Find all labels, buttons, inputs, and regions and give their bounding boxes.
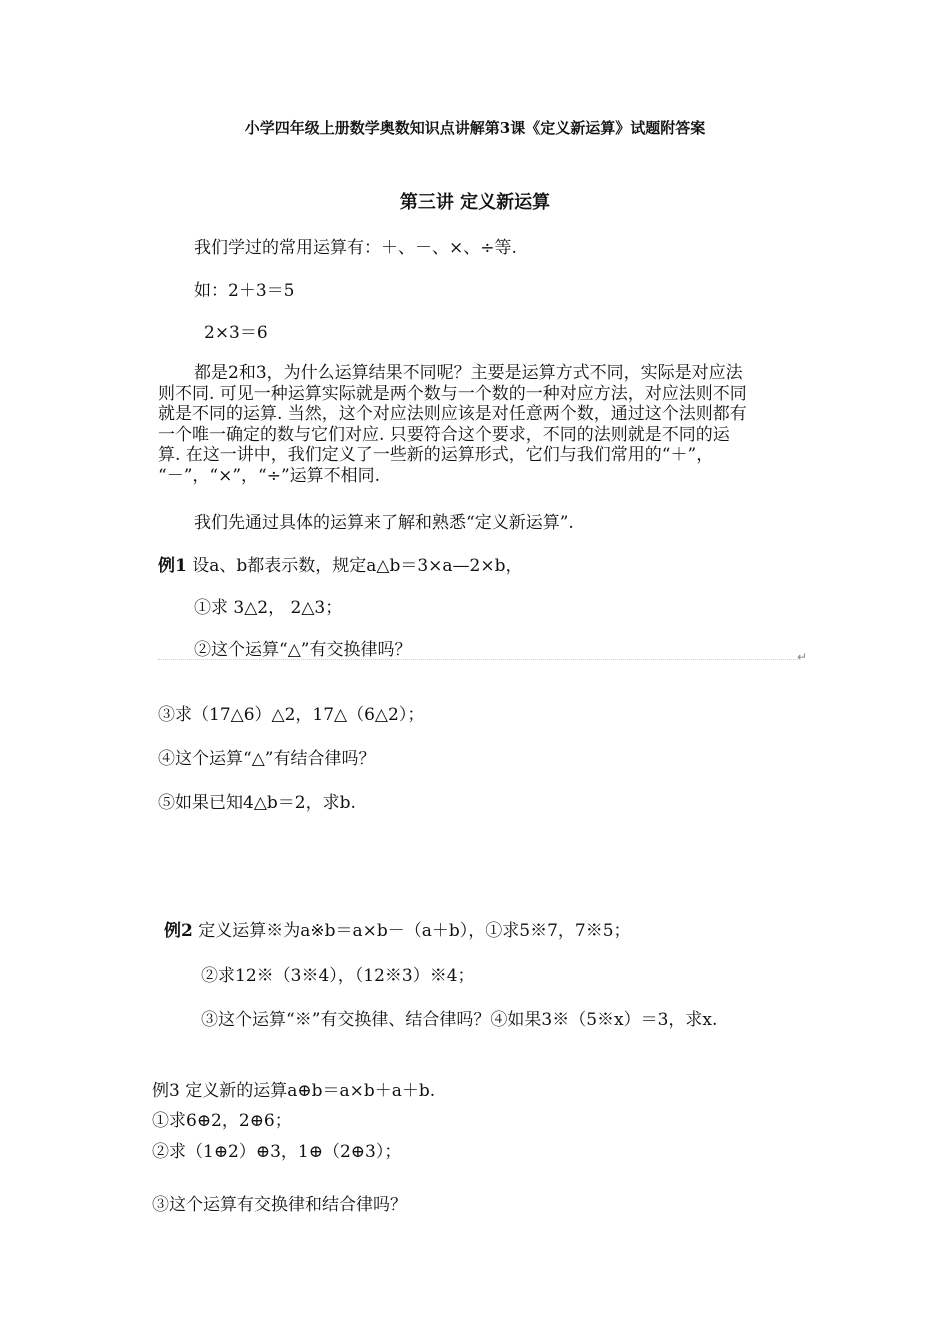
intro-operations: 我们学过的常用运算有：＋、－、×、÷等. xyxy=(194,238,517,258)
example2-definition: 定义运算※为a※b＝a×b－（a＋b），①求5※7，7※5； xyxy=(192,921,631,941)
paragraph-line: 算. 在这一讲中，我们定义了一些新的运算形式，它们与我们常用的“＋”， xyxy=(158,445,714,465)
example3-question2: ②求（1⊕2）⊕3，1⊕（2⊕3）； xyxy=(152,1142,402,1162)
intro-example-multiply: 2×3＝6 xyxy=(204,323,268,343)
example1-question2: ②这个运算“△”有交换律吗？ xyxy=(194,640,412,660)
example2-question3: ③这个运算“※”有交换律、结合律吗？④如果3※（5※x）＝3，求x. xyxy=(201,1010,718,1030)
example2-label: 例2 xyxy=(164,921,193,941)
example3-question3: ③这个运算有交换律和结合律吗？ xyxy=(152,1195,407,1215)
paragraph-line: 都是2和3，为什么运算结果不同呢？主要是运算方式不同，实际是对应法 xyxy=(194,363,743,383)
example1-question3: ③求（17△6）△2，17△（6△2）； xyxy=(158,705,425,725)
example3-statement: 例3 定义新的运算a⊕b＝a×b＋a＋b. xyxy=(152,1081,436,1101)
paragraph-line: 就是不同的运算. 当然，这个对应法则应该是对任意两个数，通过这个法则都有 xyxy=(158,404,747,424)
intro-new-operation: 我们先通过具体的运算来了解和熟悉“定义新运算”. xyxy=(194,513,574,533)
example1-label: 例1 xyxy=(158,556,187,576)
example1-question4: ④这个运算“△”有结合律吗？ xyxy=(158,749,376,769)
lecture-heading: 第三讲 定义新运算 xyxy=(399,192,551,213)
paragraph-line: 则不同. 可见一种运算实际就是两个数与一个数的一种对应方法，对应法则不同 xyxy=(158,383,747,404)
example1-statement xyxy=(158,556,523,576)
intro-example-add: 如：2＋3＝5 xyxy=(194,281,295,301)
paragraph-return-mark: ↵ xyxy=(797,650,808,664)
document-title: 小学四年级上册数学奥数知识点讲解第3课《定义新运算》试题附答案 xyxy=(244,119,706,137)
example1-question1: ①求 3△2， 2△3； xyxy=(194,598,343,618)
example3-question1: ①求6⊕2，2⊕6； xyxy=(152,1111,292,1131)
page-break-divider xyxy=(158,659,798,660)
example1-question5: ⑤如果已知4△b＝2，求b. xyxy=(158,793,356,813)
example1-definition: 设a、b都表示数，规定a△b＝3×a—2×b， xyxy=(186,556,523,576)
paragraph-line: 一个唯一确定的数与它们对应. 只要符合这个要求，不同的法则就是不同的运 xyxy=(158,424,730,445)
paragraph-line: “－”，“×”，“÷”运算不相同. xyxy=(158,465,381,486)
example2-statement xyxy=(164,921,631,941)
example2-question2: ②求12※（3※4），（12※3）※4； xyxy=(201,966,475,986)
explanation-paragraph xyxy=(158,363,808,486)
